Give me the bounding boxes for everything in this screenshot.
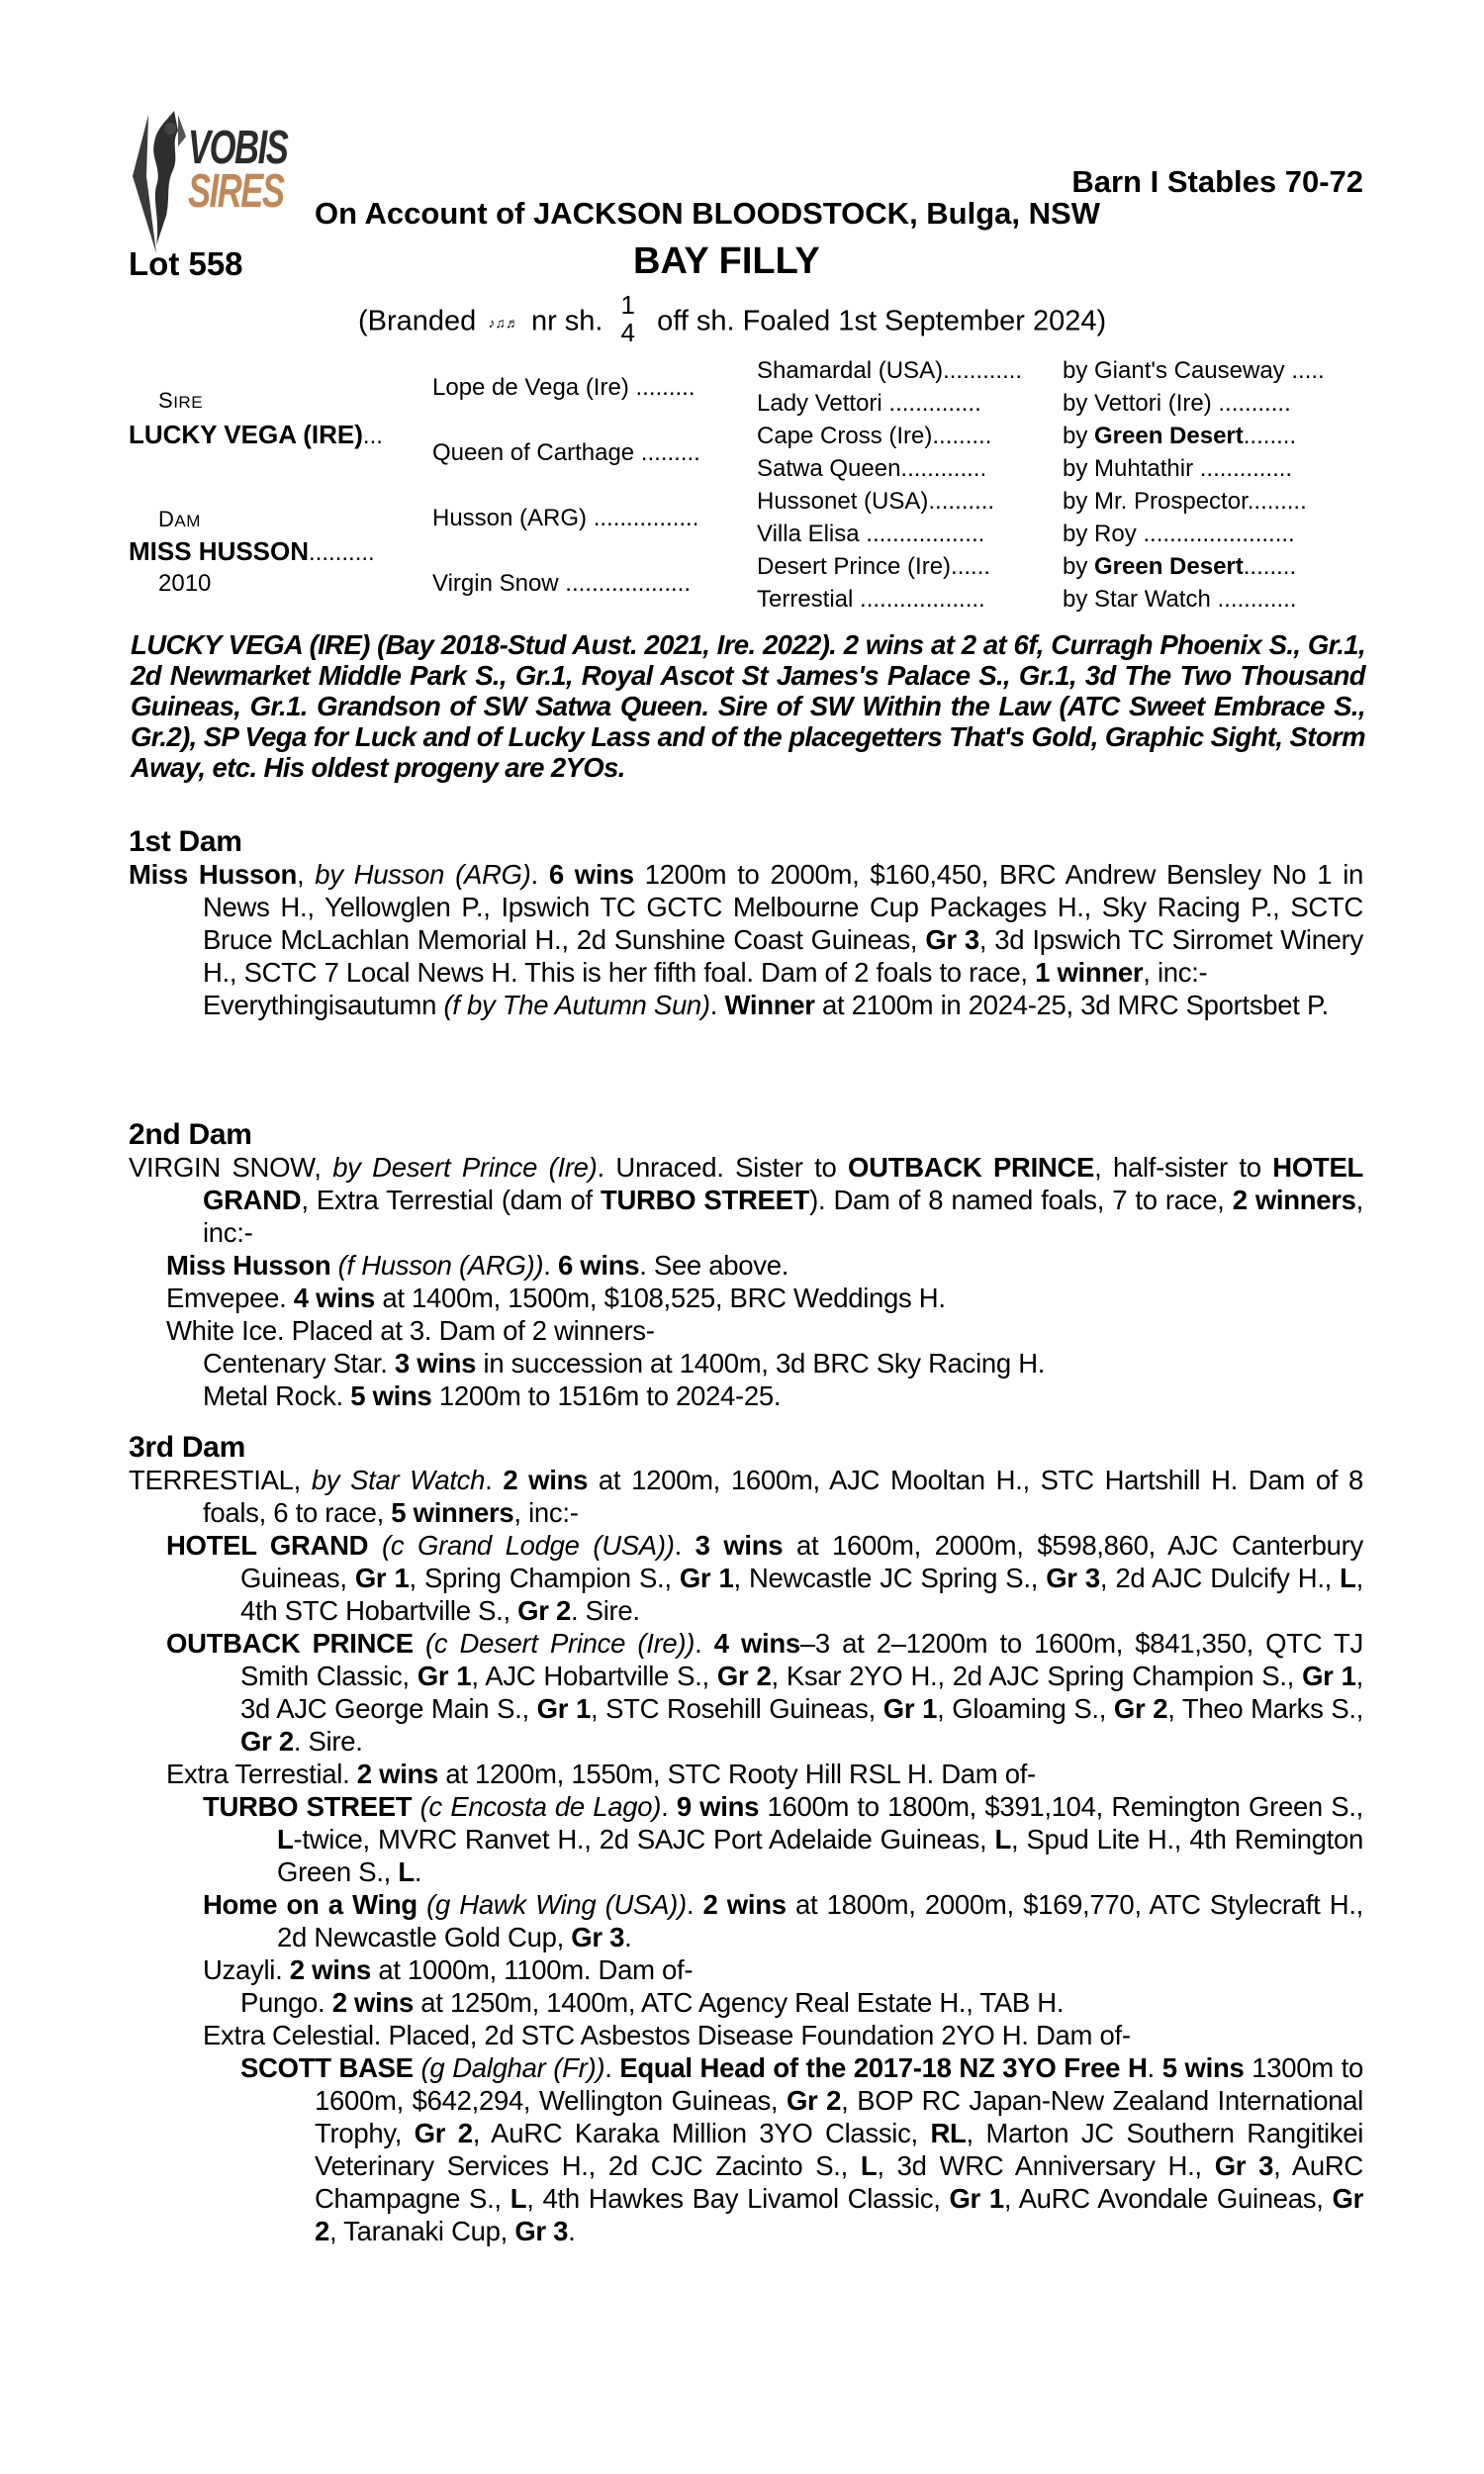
bold-text: TURBO STREET	[601, 1185, 810, 1215]
bold-text: Gr 1	[1302, 1661, 1356, 1691]
text-run: , AuRC Champagne S.,	[315, 2150, 1363, 2214]
pedigree-gen4-ancestor	[1063, 390, 1291, 418]
second-dam-progeny	[129, 1249, 1363, 1282]
second-dam-record	[129, 1151, 1363, 1249]
vendor-account: On Account of JACKSON BLOODSTOCK, Bulga, NSW	[315, 196, 1100, 231]
bold-text: Home on a Wing	[203, 1889, 427, 1920]
text-run: White Ice. Placed at 3. Dam of 2 winners-	[166, 1315, 655, 1346]
bold-text: Winner	[724, 990, 815, 1020]
bold-text: Gr 2	[414, 2118, 473, 2148]
text-run: . Unraced. Sister to	[597, 1152, 849, 1183]
bold-text: 6 wins	[548, 859, 634, 890]
progeny-hotel-grand	[129, 1529, 1363, 1627]
pedigree-gen3-ancestor: Shamardal (USA)............	[757, 357, 1023, 384]
text-run: , 2d AJC Dulcify H.,	[1099, 1563, 1341, 1593]
text-run: .	[604, 2052, 620, 2083]
dam-name-row: MISS HUSSON..........	[129, 536, 375, 566]
text-run: 1200m to 1516m to 2024-25.	[431, 1380, 782, 1411]
text-run: , AuRC Karaka Million 3YO Classic,	[472, 2118, 931, 2148]
text-run: 1600m to 1800m, $391,104, Remington Green S.,	[759, 1791, 1364, 1822]
pedigree-gen3-ancestor: Terrestial ...................	[757, 586, 985, 613]
bold-text: HOTEL GRAND	[203, 1152, 1363, 1215]
text-run: , Taranaki Cup,	[329, 2216, 515, 2246]
lot-number: Lot 558	[129, 245, 243, 282]
bold-text: L	[860, 2150, 878, 2181]
text-run: .	[568, 2216, 576, 2246]
text-run: , 3d WRC Anniversary H.,	[877, 2150, 1215, 2181]
text-run: .	[686, 1889, 703, 1920]
pedigree-gen4-pre: by Mr. Prospector.........	[1063, 488, 1307, 515]
text-run: , inc:-	[513, 1497, 579, 1528]
branded-prefix: (Branded	[358, 305, 477, 337]
bold-text: TURBO STREET	[203, 1791, 420, 1822]
text-run: Everythingisautumn	[203, 990, 444, 1020]
granddam-maternal: Virgin Snow ...................	[432, 570, 691, 597]
pedigree-gen3-ancestor: Desert Prince (Ire)......	[757, 553, 991, 580]
dam-label: DAM	[158, 507, 201, 531]
bold-text: 5 wins	[1161, 2052, 1245, 2083]
sire-label: SIRE	[158, 388, 204, 413]
grand-progeny-home-on-a-wing	[129, 1888, 1363, 1953]
bold-text: Gr 1	[536, 1693, 591, 1724]
pedigree-gen4-post: ........	[1243, 423, 1297, 449]
text-run: .	[709, 990, 725, 1020]
text-run: at 1800m, 2000m, $169,770, ATC Stylecraft H., 2d Newcastle Gold Cup,	[277, 1889, 1363, 1952]
pedigree-gen4-pre: by	[1063, 553, 1095, 580]
bold-text: 3 wins	[695, 1530, 784, 1561]
pedigree-gen4-pre: by Muhtathir ..............	[1063, 455, 1293, 482]
italic-text: (c Desert Prince (Ire))	[424, 1628, 696, 1659]
text-run: , Newcastle JC Spring S.,	[733, 1563, 1047, 1593]
text-run: .	[543, 1250, 558, 1281]
text-run: -twice, MVRC Ranvet H., 2d SAJC Port Adelaide Guineas,	[293, 1824, 995, 1855]
text-run: TERRESTIAL,	[129, 1465, 312, 1495]
fraction-numerator: 1	[620, 290, 635, 320]
pedigree-gen4-pre: by Vettori (Ire) ...........	[1063, 390, 1291, 417]
third-dam-record	[129, 1464, 1363, 1529]
text-run: . Sire.	[293, 1726, 363, 1757]
text-run: .	[674, 1530, 696, 1561]
text-run: , Gloaming S.,	[937, 1693, 1114, 1724]
italic-text: (c Grand Lodge (USA))	[381, 1530, 675, 1561]
bold-text: 3 wins	[394, 1348, 477, 1379]
bold-text: L	[994, 1824, 1011, 1855]
bold-text: Gr 1	[679, 1563, 734, 1593]
great-grand-progeny-scott-base	[129, 2051, 1363, 2247]
granddam-paternal: Queen of Carthage .........	[432, 439, 700, 466]
text-run: , Ksar 2YO H., 2d AJC Spring Champion S.,	[771, 1661, 1303, 1691]
text-run: .	[530, 859, 549, 890]
text-run: , STC Rosehill Guineas,	[590, 1693, 883, 1724]
text-run: , 4th STC Hobartville S.,	[240, 1563, 1364, 1626]
grand-progeny-turbo-street	[129, 1790, 1363, 1888]
bold-text: Gr 3	[514, 2216, 569, 2246]
text-run: –3 at 2–1200m to 1600m, $841,350, QTC TJ Smith Classic,	[240, 1628, 1364, 1691]
bold-text: L	[277, 1824, 294, 1855]
text-run: at 1600m, 2000m, $598,860, AJC Canterbury Guineas,	[240, 1530, 1363, 1593]
progeny-extra-terrestial	[129, 1758, 1363, 1790]
fraction-denominator: 4	[620, 318, 635, 347]
bold-text: OUTBACK PRINCE	[166, 1628, 425, 1659]
pedigree-gen4-post: ........	[1243, 553, 1297, 580]
sire-summary: LUCKY VEGA (IRE) (Bay 2018-Stud Aust. 2021, Ire. 2022). 2 wins at 2 at 6f, Curragh Phoenix S., Gr.1, 2d Newmarket Middle Park S., Gr.1, Royal Ascot St James's Palace S., Gr.1, 3d The Two Thousand Guineas, Gr.1. Grandson of SW Satwa Queen. Sire of SW Within the Law (ATC Sweet Embrace S., Gr.2), SP Vega for Luck and of Lucky Lass and of the placegetters That's Gold, Graphic Sight, Storm Away, etc. His oldest progeny are 2YOs.	[131, 629, 1365, 783]
second-dam-grand-progeny	[129, 1380, 1363, 1412]
bold-text: Gr 2	[315, 2183, 1364, 2246]
text-run: at 1400m, 1500m, $108,525, BRC Weddings H.	[375, 1283, 946, 1313]
bold-text: RL	[930, 2118, 967, 2148]
dam-year: 2010	[158, 570, 212, 597]
italic-text: by Star Watch	[311, 1465, 486, 1495]
grand-progeny-extra-celestial	[129, 2019, 1363, 2051]
bold-text: Gr 2	[1113, 1693, 1168, 1724]
text-run: Metal Rock.	[203, 1380, 351, 1411]
text-run: .	[1147, 2052, 1162, 2083]
text-run: , inc:-	[1143, 957, 1208, 988]
grandsire-paternal: Lope de Vega (Ire) .........	[432, 374, 696, 401]
grand-progeny-uzayli	[129, 1953, 1363, 1986]
bold-text: 4 wins	[713, 1628, 800, 1659]
italic-text: by Desert Prince (Ire)	[332, 1152, 598, 1183]
sire-name-row: LUCKY VEGA (IRE)...	[129, 420, 383, 449]
second-dam-grand-progeny	[129, 1347, 1363, 1380]
text-run: , 4th Hawkes Bay Livamol Classic,	[526, 2183, 950, 2214]
pedigree-gen3-ancestor: Cape Cross (Ire).........	[757, 423, 992, 449]
text-run: Centenary Star.	[203, 1348, 395, 1379]
second-dam-progeny	[129, 1282, 1363, 1314]
progeny-outback-prince	[129, 1627, 1363, 1758]
pedigree-gen4-ancestor	[1063, 357, 1325, 385]
great-grand-progeny-pungo	[129, 1986, 1363, 2019]
bold-text: 2 wins	[289, 1954, 372, 1985]
pedigree-gen4-ancestor	[1063, 553, 1296, 581]
bold-text: SCOTT BASE	[240, 2052, 421, 2083]
pedigree-gen4-ancestor	[1063, 586, 1297, 614]
bold-text: HOTEL GRAND	[166, 1530, 382, 1561]
bold-text: Gr 2	[517, 1595, 571, 1626]
bold-text: Gr 2	[716, 1661, 772, 1691]
text-run: at 2100m in 2024-25, 3d MRC Sportsbet P.	[814, 990, 1329, 1020]
italic-text: (f Husson (ARG))	[337, 1250, 544, 1281]
bold-text: Equal Head of the 2017-18 NZ 3YO Free H	[619, 2052, 1148, 2083]
text-run: Pungo.	[240, 1987, 332, 2018]
italic-text: (g Hawk Wing (USA))	[426, 1889, 687, 1920]
italic-text: (g Dalghar (Fr))	[420, 2052, 605, 2083]
bold-text: Gr 2	[786, 2085, 842, 2116]
bold-text: 2 wins	[331, 1987, 414, 2018]
pedigree-gen4-pre: by	[1063, 423, 1095, 449]
text-run: at 1000m, 1100m. Dam of-	[371, 1954, 694, 1985]
brand-foaling-line	[358, 290, 1107, 350]
text-run: , Marton JC Southern Rangitikei Veterinary Services H., 2d CJC Zacinto S.,	[315, 2118, 1364, 2181]
bold-text: Gr 1	[949, 2183, 1004, 2214]
bold-text: 2 winners	[1232, 1185, 1356, 1215]
bold-text: L	[398, 1856, 415, 1887]
text-run: . See above.	[639, 1250, 789, 1281]
bold-text: OUTBACK PRINCE	[848, 1152, 1095, 1183]
bold-text: 2 wins	[356, 1759, 439, 1789]
bold-text: Gr 1	[354, 1563, 410, 1593]
pedigree-gen4-pre: by Star Watch ............	[1063, 586, 1297, 613]
text-run: , AJC Hobartville S.,	[471, 1661, 717, 1691]
dam-name: MISS HUSSON	[129, 536, 310, 566]
pedigree-gen4-bold: Green Desert	[1094, 553, 1244, 580]
text-run: .	[624, 1922, 632, 1952]
second-dam-heading: 2nd Dam	[129, 1118, 252, 1151]
pedigree-gen3-ancestor: Hussonet (USA)..........	[757, 488, 995, 515]
bold-text: 1 winner	[1035, 957, 1144, 988]
text-run: . Sire.	[570, 1595, 640, 1626]
brand-fraction	[621, 291, 635, 346]
text-run: , half-sister to	[1094, 1152, 1273, 1183]
text-run: .	[414, 1856, 422, 1887]
text-run: at 1250m, 1400m, ATC Agency Real Estate H., TAB H.	[413, 1987, 1065, 2018]
text-run: in succession at 1400m, 3d BRC Sky Racing H.	[476, 1348, 1046, 1379]
bold-text: L	[1340, 1563, 1356, 1593]
third-dam-section	[129, 1431, 1363, 2247]
bold-text: Gr 3	[925, 924, 979, 955]
brand-mark-icon: ♪♫♬	[488, 315, 519, 331]
text-run: , inc:-	[203, 1185, 1363, 1248]
bold-text: Miss Husson	[129, 859, 297, 890]
second-dam-section	[129, 1118, 1363, 1412]
branded-suffix: off sh. Foaled 1st September 2024)	[657, 305, 1107, 337]
text-run: at 1200m, 1600m, AJC Mooltan H., STC Hartshill H. Dam of 8 foals, 6 to race,	[203, 1465, 1363, 1528]
first-dam-heading: 1st Dam	[129, 825, 242, 858]
text-run: , Spring Champion S.,	[409, 1563, 680, 1593]
text-run: 1300m to 1600m, $642,294, Wellington Guineas,	[315, 2052, 1364, 2116]
italic-text: (c Encosta de Lago)	[419, 1791, 662, 1822]
bold-text: 5 winners	[391, 1497, 514, 1528]
text-run: .	[695, 1628, 714, 1659]
grandsire-maternal: Husson (ARG) ................	[432, 505, 699, 531]
bold-text: L	[510, 2183, 527, 2214]
pedigree-gen3-ancestor: Satwa Queen.............	[757, 455, 987, 482]
bold-text: 2 wins	[702, 1889, 787, 1920]
text-run: Emvepee.	[166, 1283, 294, 1313]
text-run: Extra Celestial. Placed, 2d STC Asbestos Disease Foundation 2YO H. Dam of-	[203, 2020, 1131, 2050]
vobis-sires-logo	[127, 107, 325, 255]
bold-text: Gr 1	[882, 1693, 938, 1724]
text-run: , 3d AJC George Main S.,	[240, 1661, 1363, 1724]
bold-text: Gr 1	[417, 1661, 472, 1691]
pedigree-gen4-bold: Green Desert	[1094, 423, 1244, 449]
bold-text: 2 wins	[503, 1465, 589, 1495]
bold-text: Gr 3	[1046, 1563, 1100, 1593]
pedigree-gen4-pre: by Roy .......................	[1063, 521, 1295, 547]
pedigree-gen4-ancestor	[1063, 488, 1307, 516]
barn-location: Barn I Stables 70-72	[1071, 164, 1363, 199]
text-run: .	[485, 1465, 504, 1495]
third-dam-heading: 3rd Dam	[129, 1431, 245, 1464]
text-run: , BOP RC Japan-New Zealand International Trophy,	[315, 2085, 1363, 2148]
horse-rider-logo-icon	[127, 107, 196, 255]
italic-text: (f by The Autumn Sun)	[443, 990, 710, 1020]
text-run: ,	[296, 859, 316, 890]
sire-name: LUCKY VEGA (IRE)	[129, 420, 363, 449]
first-dam-progeny	[158, 989, 1363, 1021]
bold-text: 6 wins	[557, 1250, 640, 1281]
text-run: Uzayli.	[203, 1954, 290, 1985]
text-run: , Theo Marks S.,	[1167, 1693, 1364, 1724]
text-run: VIRGIN SNOW,	[129, 1152, 333, 1183]
text-run: Extra Terrestial.	[166, 1759, 357, 1789]
text-run: , Extra Terrestial (dam of	[301, 1185, 601, 1215]
pedigree-gen4-ancestor	[1063, 521, 1295, 548]
second-dam-progeny	[129, 1314, 1363, 1347]
pedigree-gen3-ancestor: Villa Elisa ..................	[757, 521, 985, 547]
bold-text: 4 wins	[293, 1283, 376, 1313]
first-dam-record	[129, 858, 1363, 989]
bold-text: Gr 3	[571, 1922, 625, 1952]
pedigree-gen4-ancestor	[1063, 423, 1296, 450]
text-run: ). Dam of 8 named foals, 7 to race,	[809, 1185, 1233, 1215]
bold-text: Gr 2	[240, 1726, 294, 1757]
text-run: , AuRC Avondale Guineas,	[1003, 2183, 1333, 2214]
text-run: .	[661, 1791, 677, 1822]
pedigree-gen3-ancestor: Lady Vettori ..............	[757, 390, 981, 417]
bold-text: Gr 3	[1214, 2150, 1274, 2181]
text-run: 1200m to 2000m, $160,450, BRC Andrew Bensley No 1 in News H., Yellowglen P., Ipswich TC GCTC Melbourne Cup Packages H., Sky Racing P., SCTC Bruce McLachlan Memorial H., 2d Sunshine Coast Guineas,	[203, 859, 1364, 955]
logo-text-sires: SIRES	[188, 165, 284, 218]
horse-description: BAY FILLY	[633, 240, 820, 282]
bold-text: 5 wins	[350, 1380, 432, 1411]
text-run: , Spud Lite H., 4th Remington Green S.,	[277, 1824, 1363, 1887]
pedigree-gen4-ancestor	[1063, 455, 1292, 483]
text-run: , 3d Ipswich TC Sirromet Winery H., SCTC 7 Local News H. This is her fifth foal. Dam of 2 foals to race,	[203, 924, 1363, 988]
branded-mid: nr sh.	[530, 305, 603, 337]
italic-text: by Husson (ARG)	[315, 859, 531, 890]
bold-text: 9 wins	[676, 1791, 760, 1822]
bold-text: Miss Husson	[166, 1250, 338, 1281]
pedigree-gen4-pre: by Giant's Causeway .....	[1063, 357, 1325, 384]
logo-text-vobis: VOBIS	[188, 122, 288, 174]
first-dam-section	[129, 825, 1363, 1021]
text-run: at 1200m, 1550m, STC Rooty Hill RSL H. Dam of-	[438, 1759, 1036, 1789]
